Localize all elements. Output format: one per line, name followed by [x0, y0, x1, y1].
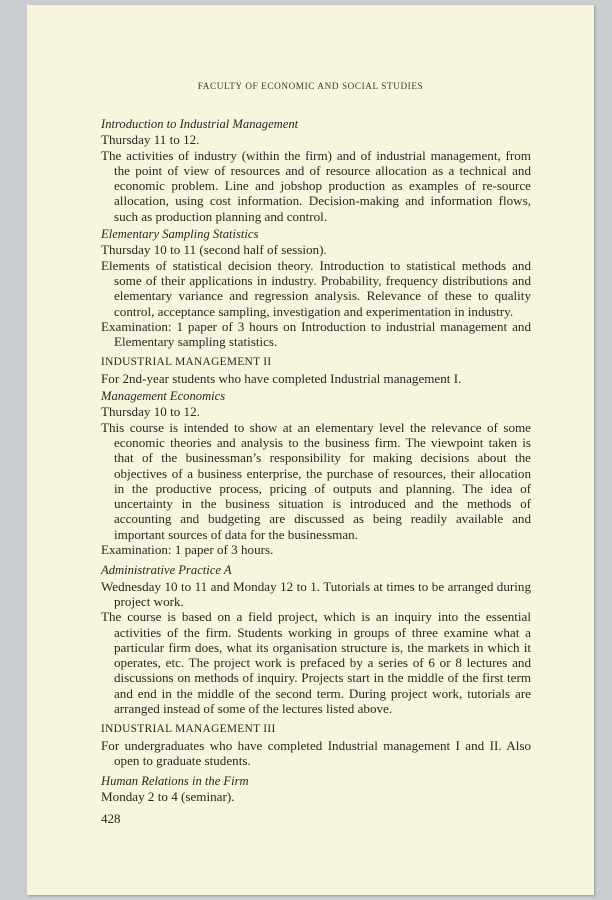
course-title: Elementary Sampling Statistics — [101, 227, 259, 242]
page-content — [101, 117, 531, 805]
section-eligibility: For 2nd-year students who have completed Industrial management I. — [101, 370, 462, 386]
course-examination: Examination: 1 paper of 3 hours. — [101, 542, 274, 558]
course-schedule: Thursday 10 to 12. — [101, 404, 200, 420]
course-description: The activities of industry (within the firm) and of industrial management, from the point of view of resources and of resource allocation as a technical and economic problem. Line and jobshop production as examples of re-source allocation, using cost information. Decision-making and information flows, such as production planning and control. — [101, 147, 531, 224]
page-number: 428 — [101, 811, 121, 826]
course-schedule: Wednesday 10 to 11 and Monday 12 to 1. Tutorials at times to be arranged during project work. — [101, 578, 531, 609]
course-title: Human Relations in the Firm — [101, 774, 249, 789]
course-description: The course is based on a field project, which is an inquiry into the essential activities of the firm. Students working in groups of three examine what a particular firm does, what its organisation structure is, the markets in which it operates, etc. The project work is prefaced by a series of 6 or 8 lectures and discussions on methods of inquiry. Projects start in the middle of the first term and end in the middle of the second term. During project work, tutorials are arranged instead of some of the lectures listed above. — [101, 609, 531, 716]
course-title: Management Economics — [101, 389, 226, 404]
running-head: FACULTY OF ECONOMIC AND SOCIAL STUDIES — [197, 81, 424, 91]
document-page — [27, 5, 594, 895]
course-title: Introduction to Industrial Management — [101, 117, 299, 131]
course-title: Administrative Practice A — [101, 563, 232, 578]
course-schedule: Thursday 11 to 12. — [101, 132, 200, 148]
course-examination: Examination: 1 paper of 3 hours on Introduction to industrial management and Elementary sampling statistics. — [101, 318, 531, 350]
course-schedule: Monday 2 to 4 (seminar). — [101, 789, 235, 805]
course-description: Elements of statistical decision theory. Introduction to statistical methods and some of their applications in industry. Probability, frequency distributions and elementary variance and regression analysis. Relevance of these to quality control, acceptance sampling, investigation and experimentation in industry. — [101, 257, 531, 319]
course-description: This course is intended to show at an elementary level the relevance of some economic theories and analysis to the business firm. The viewpoint taken is that of the businessman’s responsibility for making decisions about the objectives of a business enterprise, the purchase of resources, their allocation in the productive process, pricing of outputs and planning. The idea of uncertainty in the business situation is introduced and the methods of accounting and budgeting are discussed as being readily available and important sources of data for the businessman. — [101, 419, 531, 542]
section-eligibility: For undergraduates who have completed Industrial management I and II. Also open to graduate students. — [101, 737, 531, 768]
section-heading: INDUSTRIAL MANAGEMENT III — [101, 723, 276, 736]
course-schedule: Thursday 10 to 11 (second half of session). — [101, 242, 327, 258]
section-heading: INDUSTRIAL MANAGEMENT II — [101, 356, 272, 369]
